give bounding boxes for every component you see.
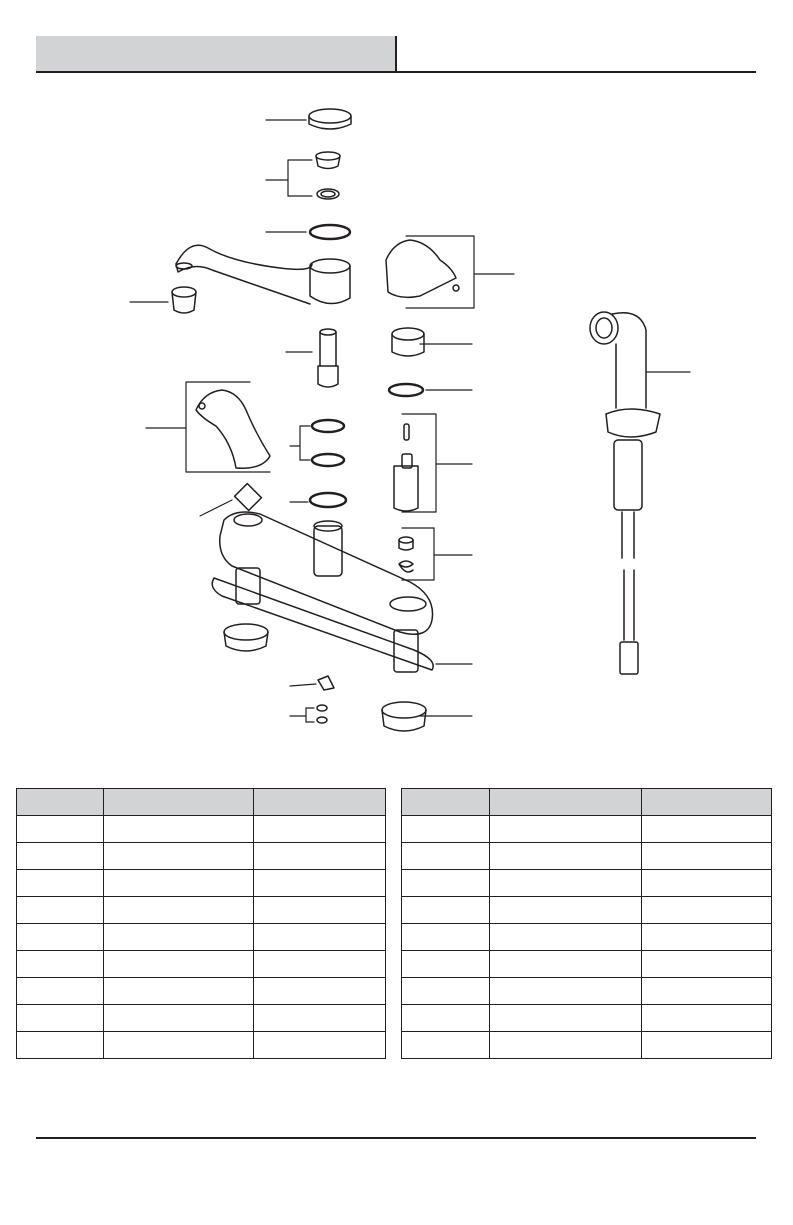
parts-table-right [401, 788, 772, 1059]
leader-lines-left [130, 120, 316, 722]
table-cell [642, 1032, 772, 1059]
table-row [402, 816, 772, 843]
table-cell [104, 870, 254, 897]
spout-o-ring-part [310, 225, 350, 239]
table-cell [402, 924, 490, 951]
table-row [402, 951, 772, 978]
cartridge-o-ring-part [389, 384, 423, 396]
table-cell [17, 843, 104, 870]
table-cell [254, 1005, 386, 1032]
table-cell [104, 924, 254, 951]
o-rings-middle [310, 420, 346, 507]
table-cell [642, 1005, 772, 1032]
table-row [402, 870, 772, 897]
table-cell [17, 951, 104, 978]
set-screw-part [316, 152, 340, 199]
table-cell [254, 816, 386, 843]
table-cell [490, 843, 642, 870]
table-cell [642, 816, 772, 843]
table-cell [642, 843, 772, 870]
header-divider [395, 36, 397, 72]
table-cell [402, 816, 490, 843]
table-cell [642, 951, 772, 978]
side-sprayer-part [590, 312, 660, 674]
table-cell [254, 843, 386, 870]
table-cell [490, 870, 642, 897]
bonnet-nut-part [392, 328, 424, 356]
table-cell [402, 951, 490, 978]
table-row [17, 816, 386, 843]
table-cell [402, 870, 490, 897]
leader-lines-right [420, 274, 690, 716]
table-header-cell [490, 789, 642, 816]
table-row [17, 843, 386, 870]
table-header-cell [17, 789, 104, 816]
header-tab [36, 36, 396, 72]
table-cell [17, 897, 104, 924]
table-cell [17, 978, 104, 1005]
table-cell [17, 816, 104, 843]
mounting-nut-right-part [382, 702, 426, 731]
table-header-cell [254, 789, 386, 816]
footer-rule [36, 1137, 756, 1139]
table-cell [104, 1032, 254, 1059]
clip-part [317, 676, 334, 723]
table-cell [402, 897, 490, 924]
table-row [402, 897, 772, 924]
table-row [17, 1032, 386, 1059]
seat-spring-part [399, 537, 413, 572]
table-row [402, 1032, 772, 1059]
table-header-cell [104, 789, 254, 816]
table-cell [490, 816, 642, 843]
faucet-body-part [220, 512, 433, 634]
table-cell [254, 951, 386, 978]
table-row [17, 897, 386, 924]
right-handle-part [386, 240, 459, 297]
table-cell [17, 924, 104, 951]
left-handle-part [196, 390, 270, 468]
table-cell [642, 897, 772, 924]
table-cell [642, 978, 772, 1005]
table-row [17, 978, 386, 1005]
table-row [17, 1005, 386, 1032]
bracket-boxes [186, 236, 474, 580]
table-cell [490, 951, 642, 978]
table-cell [490, 1032, 642, 1059]
table-header-cell [402, 789, 490, 816]
table-cell [490, 897, 642, 924]
table-cell [254, 1032, 386, 1059]
table-row [402, 978, 772, 1005]
gasket-part [212, 568, 433, 672]
table-row [17, 870, 386, 897]
mounting-nut-left-part [224, 624, 268, 651]
table-cell [104, 1005, 254, 1032]
table-cell [104, 951, 254, 978]
table-cell [104, 843, 254, 870]
handle-cap-part [309, 109, 351, 129]
table-cell [642, 924, 772, 951]
spout-part [176, 245, 350, 304]
table-row [17, 924, 386, 951]
table-row [17, 951, 386, 978]
table-cell [490, 978, 642, 1005]
table-header-cell [642, 789, 772, 816]
table-row [402, 843, 772, 870]
diverter-part [318, 329, 338, 387]
parts-table-left [16, 788, 386, 1059]
table-cell [254, 978, 386, 1005]
header-rule [36, 71, 756, 73]
table-cell [254, 924, 386, 951]
table-cell [402, 1005, 490, 1032]
table-cell [490, 1005, 642, 1032]
table-cell [490, 924, 642, 951]
exploded-parts-diagram [0, 80, 793, 760]
table-row [402, 1005, 772, 1032]
table-cell [17, 870, 104, 897]
table-cell [104, 816, 254, 843]
table-cell [402, 1032, 490, 1059]
cartridge-stop-part [235, 484, 262, 511]
aerator-part [172, 287, 196, 313]
table-cell [402, 978, 490, 1005]
table-cell [104, 897, 254, 924]
table-cell [17, 1005, 104, 1032]
table-cell [642, 870, 772, 897]
table-cell [254, 897, 386, 924]
table-row [402, 924, 772, 951]
cartridge-part [394, 424, 418, 511]
table-cell [104, 978, 254, 1005]
table-cell [17, 1032, 104, 1059]
table-cell [254, 870, 386, 897]
table-cell [402, 843, 490, 870]
